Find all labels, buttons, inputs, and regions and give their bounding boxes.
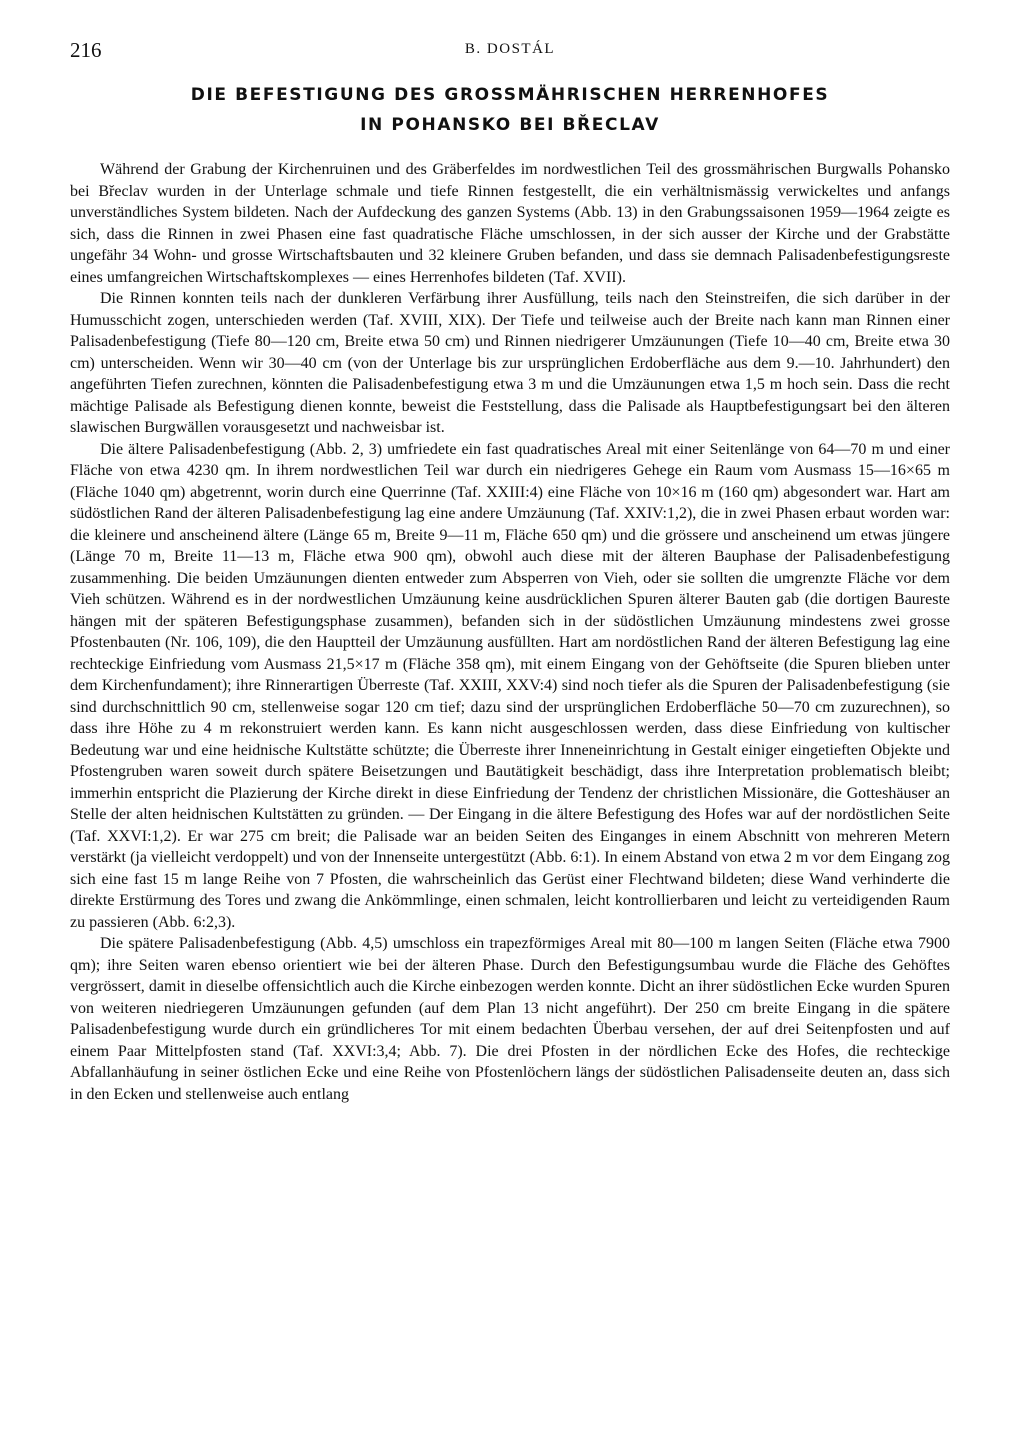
title-line-1: DIE BEFESTIGUNG DES GROSSMÄHRISCHEN HERRENHOFES [190, 85, 830, 105]
paragraph: Die ältere Palisadenbefestigung (Abb. 2, 3) umfriedete ein fast quadratisches Areal mit einer Seitenlänge von 64—70 m und einer Fläche von etwa 4230 qm. In ihrem nordwestlichen Teil war durch ein niedrigeres Gehege ein Raum vom Ausmass 15—16×65 m (Fläche 1040 qm) abgetrennt, worin durch eine Querrinne (Taf. XXIII:4) eine Fläche von 10×16 m (160 qm) abgesondert war. Hart am südöstlichen Rand der älteren Palisadenbefestigung lag eine andere Umzäunung (Taf. XXIV:1,2), die in zwei Phasen erbaut worden war: die kleinere und anscheinend ältere (Länge 65 m, Breite 9—11 m, Fläche 650 qm) und die grössere und anscheinend um etwas jüngere (Länge 70 m, Breite 11—13 m, Fläche etwa 900 qm), obwohl auch diese mit der älteren Bauphase der Palisadenbefestigung zusammenhing. Die beiden Umzäunungen dienten entweder zum Absperren von Vieh, oder sie sollten die umgrenzte Fläche vor dem Vieh schützen. Während es in der nordwestlichen Umzäunung keine ausdrücklichen Spuren älterer Bauten gab (die dortigen Baureste hängen mit der späteren Befestigungsphase zusammen), befanden sich in der südöstlichen Umzäunung mindestens zwei grosse Pfostenbauten (Nr. 106, 109), die den Hauptteil der Umzäunung ausfüllten. Hart am nordöstlichen Rand der älteren Befestigung lag eine rechteckige Einfriedung vom Ausmass 21,5×17 m (Fläche 358 qm), mit einem Eingang von der Gehöftseite (die Spuren blieben unter dem Kirchenfundament); ihre Rinnerartigen Überreste (Taf. XXIII, XXV:4) sind noch tiefer als die Spuren der Palisadenbefestigung (sie sind durchschnittlich 90 cm, stellenweise sogar 120 cm tief; dazu sind der ursprünglichen Erdoberfläche 50—70 cm zuzurechnen), so dass ihre Höhe zu 4 m rekonstruiert werden kann. Es kann nicht ausgeschlossen werden, dass diese Einfriedung von kultischer Bedeutung war und eine heidnische Kultstätte schützte; die Überreste ihrer Inneneinrichtung in Gestalt einiger eingetieften Objekte und Pfostengruben waren soweit durch spätere Beisetzungen und Bautätigkeit beschädigt, dass ihre Interpretation problematisch bleibt; immerhin entspricht die Plazierung der Kirche direkt in diese Einfriedung der Tendenz der christlichen Missionäre, die Gotteshäuser an Stelle der alten heidnischen Kultstätten zu gründen. — Der Eingang in die ältere Befestigung des Hofes war auf der nordöstlichen Seite (Taf. XXVI:1,2). Er war 275 cm breit; die Palisade war an beiden Seiten des Einganges in einem Abschnitt von mehreren Metern verstärkt (ja vielleicht verdoppelt) und von der Innenseite untergestützt (Abb. 6:1). In einem Abstand von etwa 2 m vor dem Eingang zog sich eine fast 15 m lange Reihe von 7 Pfosten, die wahrscheinlich das Gerüst einer Flechtwand bildeten; diese Wand verhinderte die direkte Erstürmung des Tores und zwang die Ankömmlinge, einen schmalen, leicht kontrollierbaren und leicht zu verteidigenden Raum zu passieren (Abb. 6:2,3). [70, 440, 950, 931]
running-header [70, 38, 950, 62]
page-number: 216 [70, 38, 102, 62]
running-head-author: B. DOSTÁL [464, 41, 556, 57]
paragraph: Während der Grabung der Kirchenruinen und des Gräberfeldes im nordwestlichen Teil des grossmährischen Burgwalls Pohansko bei Břeclav wurden in der Unterlage schmale und tiefe Rinnen festgestellt, die ein verhältnismässig verwickeltes und anfangs unverständliches System bildeten. Nach der Aufdeckung des ganzen Systems (Abb. 13) in den Grabungssaisonen 1959—1964 zeigte es sich, dass die Rinnen in zwei Phasen eine fast quadratische Fläche umschlossen, in der sich ausser der Kirche und der Grabstätte ungefähr 34 Wohn- und grosse Wirtschaftsbauten und 32 kleinere Gruben befanden, und dass sie demnach Palisadenbefestigungsreste eines umfangreichen Wirtschaftskomplexes — eines Herrenhofes bildeten (Taf. XVII). [70, 161, 950, 286]
article-title [70, 80, 950, 140]
paragraph: Die spätere Palisadenbefestigung (Abb. 4,5) umschloss ein trapezförmiges Areal mit 80—100 m langen Seiten (Fläche etwa 7900 qm); ihre Seiten waren ebenso orientiert wie bei der älteren Phase. Durch den Befestigungsumbau wurde die Fläche des Gehöftes vergrössert, damit in dieselbe offensichtlich auch die Kirche einbezogen werden konnte. Dicht an ihrer südöstlichen Ecke wurden Spuren von weiteren niedriegeren Umzäunungen gefunden (auf dem Plan 13 nicht angeführt). Der 250 cm breite Eingang in die spätere Palisadenbefestigung wurde durch ein gründlicheres Tor mit einem bedachten Überbau versehen, der auf drei Seitenpfosten und auf einem Paar Mittelpfosten stand (Taf. XXVI:3,4; Abb. 7). Die drei Pfosten in der nördlichen Ecke des Hofes, die rechteckige Abfallanhäufung in seiner östlichen Ecke und eine Reihe von Pfostenlöchern längs der südöstlichen Palisadenseite deuten an, dass sich in den Ecken und stellenweise auch entlang [70, 935, 950, 1103]
title-line-2: IN POHANSKO BEI BŘECLAV [360, 115, 660, 135]
article-body [70, 159, 950, 1105]
paragraph: Die Rinnen konnten teils nach der dunkleren Verfärbung ihrer Ausfüllung, teils nach den Steinstreifen, die sich darüber in der Humusschicht zogen, unterschieden werden (Taf. XVIII, XIX). Der Tiefe und teilweise auch der Breite nach kann man Rinnen einer Palisadenbefestigung (Tiefe 80—120 cm, Breite etwa 50 cm) und Rinnen niedrigerer Umzäunungen (Tiefe 10—40 cm, Breite etwa 30 cm) unterscheiden. Wenn wir 30—40 cm (von der Unterlage bis zur ursprünglichen Erdoberfläche aus dem 9.—10. Jahrhundert) den angeführten Tiefen zurechnen, könnten die Palisadenbefestigung etwa 3 m und die Umzäunungen etwa 1,5 m hoch sein. Dass die recht mächtige Palisade als Befestigung dienen konnte, beweist die Feststellung, dass die Palisade als Hauptbefestigungsart bei den älteren slawischen Burgwällen vorausgesetzt und nachweisbar ist. [70, 290, 950, 436]
